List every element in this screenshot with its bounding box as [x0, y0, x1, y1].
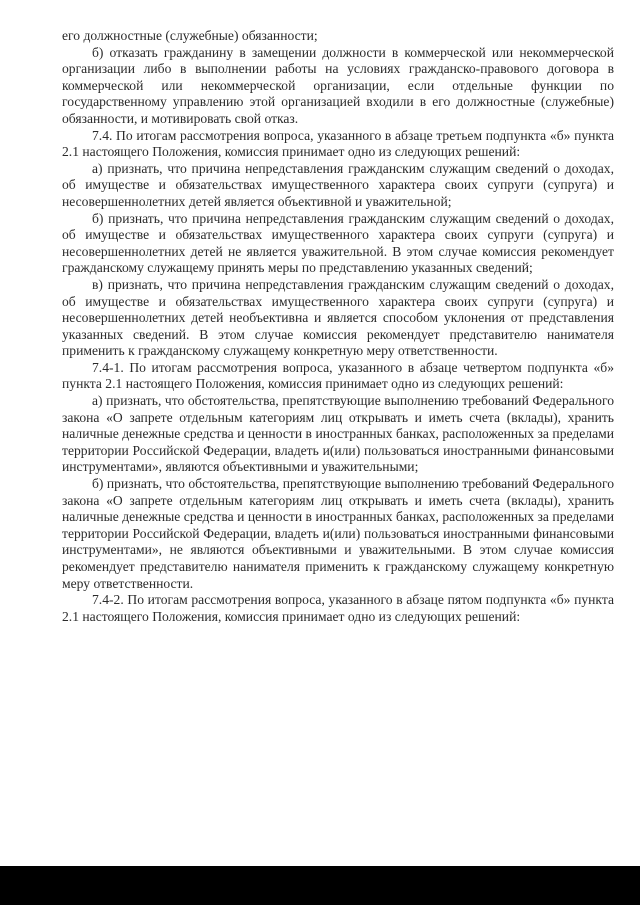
paragraph-7-4-1-a: а) признать, что обстоятельства, препятствующие выполнению требований Федерального закона «О запрете отдельным категориям лиц открывать и иметь счета (вклады), хранить наличные денежные средства и ценности в иностранных банках, расположенных за пределами территории Российской Федерации, владеть и(или) пользоваться иностранными финансовыми инструментами», являются объективными и уважительными;: [62, 393, 614, 475]
paragraph-7-4-1: 7.4-1. По итогам рассмотрения вопроса, указанного в абзаце четвертом подпункта «б» пункта 2.1 настоящего Положения, комиссия принимает одно из следующих решений:: [62, 359, 614, 392]
paragraph-7-4-2: 7.4-2. По итогам рассмотрения вопроса, указанного в абзаце пятом подпункта «б» пункта 2.1 настоящего Положения, комиссия принимает одно из следующих решений:: [62, 592, 614, 624]
paragraph-7-4-b: б) признать, что причина непредставления гражданским служащим сведений о доходах, об имуществе и обязательствах имущественного характера своих супруги (супруга) и несовершеннолетних детей не является уважительной. В этом случае комиссия рекомендует гражданскому служащему принять меры по представлению указанных сведений;: [62, 210, 614, 276]
paragraph-7-4: 7.4. По итогам рассмотрения вопроса, указанного в абзаце третьем подпункта «б» пункта 2.1 настоящего Положения, комиссия принимает одно из следующих решений:: [62, 127, 614, 160]
document-body: [62, 28, 614, 625]
scan-bottom-border: [0, 866, 640, 905]
paragraph-continuation: его должностные (служебные) обязанности;: [62, 28, 318, 43]
paragraph-7-4-1-b: б) признать, что обстоятельства, препятствующие выполнению требований Федерального закона «О запрете отдельным категориям лиц открывать и иметь счета (вклады), хранить наличные денежные средства и ценности в иностранных банках, расположенных за пределами территории Российской Федерации, владеть и(или) пользоваться иностранными финансовыми инструментами», не являются объективными и уважительными. В этом случае комиссия рекомендует представителю нанимателя применить к гражданскому служащему конкретную меру ответственности.: [62, 476, 614, 591]
paragraph-7-4-a: а) признать, что причина непредставления гражданским служащим сведений о доходах, об имуществе и обязательствах имущественного характера своих супруги (супруга) и несовершеннолетних детей является объективной и уважительной;: [62, 160, 614, 209]
paragraph-item-b-refuse: б) отказать гражданину в замещении должности в коммерческой или некоммерческой организации либо в выполнении работы на условиях гражданско-правового договора в коммерческой или некоммерческой организации, если отдельные функции по государственному управлению этой организацией входили в его должностные (служебные) обязанности, и мотивировать свой отказ.: [62, 44, 614, 126]
paragraph-7-4-c: в) признать, что причина непредставления гражданским служащим сведений о доходах, об имуществе и обязательствах имущественного характера своих супруги (супруга) и несовершеннолетних детей необъективна и является способом уклонения от представления указанных сведений. В этом случае комиссия рекомендует представителю нанимателя применить к гражданскому служащему конкретную меру ответственности.: [62, 276, 614, 359]
